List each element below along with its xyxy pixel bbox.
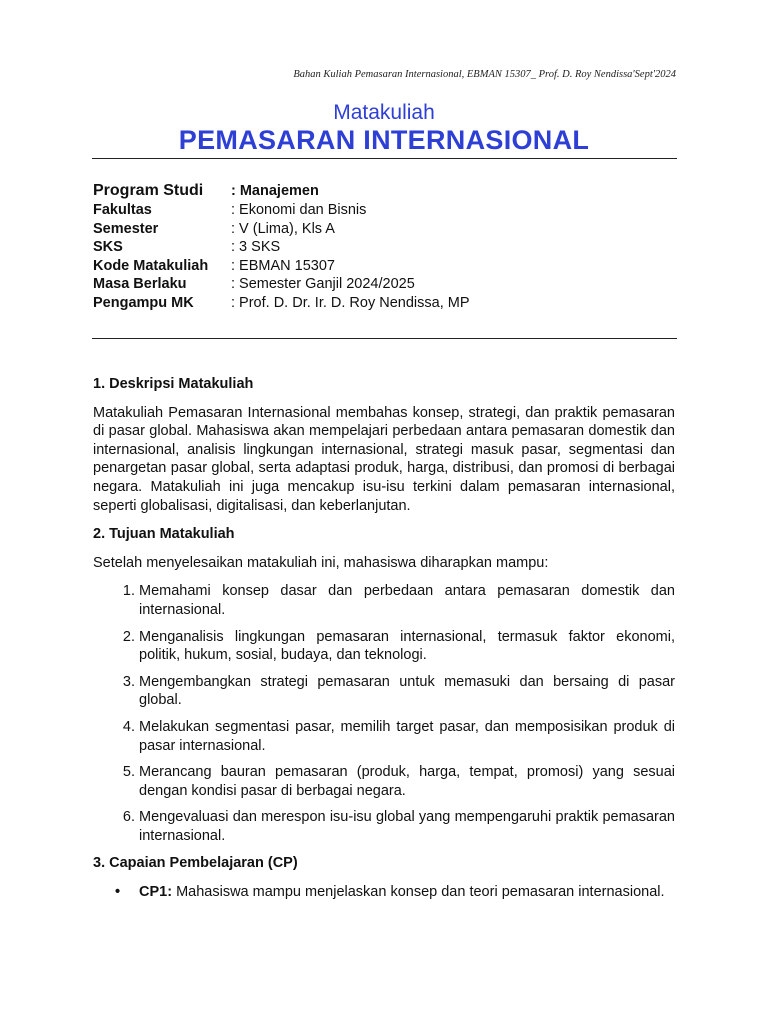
header-note: Bahan Kuliah Pemasaran Internasional, EBMAN 15307_ Prof. D. Roy Nendissa'Sept'2024 — [293, 69, 676, 80]
info-divider — [92, 338, 677, 339]
section-heading-deskripsi: 1. Deskripsi Matakuliah — [93, 376, 254, 392]
info-value: : Prof. D. Dr. Ir. D. Roy Nendissa, MP — [231, 294, 470, 311]
main-content — [93, 375, 675, 902]
list-item: 5. Merancang bauran pemasaran (produk, harga, tempat, promosi) yang sesuai dengan kondisi pasar di berbagai negara. — [139, 763, 675, 800]
info-label: Program Studi — [93, 182, 204, 199]
info-value: : 3 SKS — [231, 239, 281, 256]
cp-text: Mahasiswa mampu menjelaskan konsep dan teori pemasaran internasional. — [172, 884, 665, 901]
info-value: : EBMAN 15307 — [231, 257, 335, 274]
info-row-semester — [93, 220, 470, 239]
info-label: SKS — [93, 239, 123, 256]
capaian-list — [93, 883, 675, 902]
title-line-2: PEMASARAN INTERNASIONAL — [178, 125, 590, 155]
list-item: 2. Menganalisis lingkungan pemasaran internasional, termasuk faktor ekonomi, politik, hukum, sosial, budaya, dan teknologi. — [139, 628, 675, 665]
info-label: Kode Matakuliah — [93, 257, 209, 274]
bullet-icon: • — [115, 884, 121, 901]
tujuan-intro: Setelah menyelesaikan matakuliah ini, mahasiswa diharapkan mampu: — [93, 554, 549, 571]
info-row-pengampu-mk — [93, 294, 470, 313]
tujuan-list — [93, 582, 675, 845]
info-row-kode-matakuliah — [93, 257, 470, 276]
info-value: : Semester Ganjil 2024/2025 — [231, 276, 415, 293]
cp-label: CP1: — [139, 884, 173, 901]
course-info — [93, 181, 470, 313]
info-label: Masa Berlaku — [93, 276, 187, 293]
info-row-masa-berlaku — [93, 275, 470, 294]
info-label: Pengampu MK — [93, 294, 194, 311]
info-row-sks — [93, 238, 470, 257]
top-divider — [92, 158, 677, 159]
info-label: Semester — [93, 220, 159, 237]
info-value: : V (Lima), Kls A — [231, 220, 335, 237]
list-item: 3. Mengembangkan strategi pemasaran untuk memasuki dan bersaing di pasar global. — [139, 673, 675, 710]
list-item: 1. Memahami konsep dasar dan perbedaan antara pemasaran domestik dan internasional. — [139, 582, 675, 619]
info-row-fakultas — [93, 201, 470, 220]
list-item — [115, 883, 675, 902]
title-line-1: Matakuliah — [333, 101, 435, 124]
section-heading-tujuan: 2. Tujuan Matakuliah — [93, 526, 235, 543]
info-value: : Manajemen — [231, 183, 319, 199]
section-heading-capaian: 3. Capaian Pembelajaran (CP) — [93, 855, 298, 872]
info-label: Fakultas — [93, 202, 152, 218]
deskripsi-paragraph: Matakuliah Pemasaran Internasional membahas konsep, strategi, dan praktik pemasaran di pasar global. Mahasiswa akan mempelajari perbedaan antara pemasaran domestik dan internasional, analisis lingkungan internasional, strategi masuk pasar, segmentasi dan penargetan pasar global, serta adaptasi produk, harga, distribusi, dan promosi di berbagai negara. Matakuliah ini juga mencakup isu-isu terkini dalam pemasaran internasional, seperti globalisasi, digitalisasi, dan keberlanjutan. — [93, 404, 675, 514]
list-item: 4. Melakukan segmentasi pasar, memilih target pasar, dan memposisikan produk di pasar internasional. — [139, 718, 675, 755]
info-row-program-studi — [93, 181, 470, 201]
info-value: : Ekonomi dan Bisnis — [231, 202, 367, 218]
list-item: 6. Mengevaluasi dan merespon isu-isu global yang mempengaruhi praktik pemasaran internasional. — [139, 808, 675, 845]
